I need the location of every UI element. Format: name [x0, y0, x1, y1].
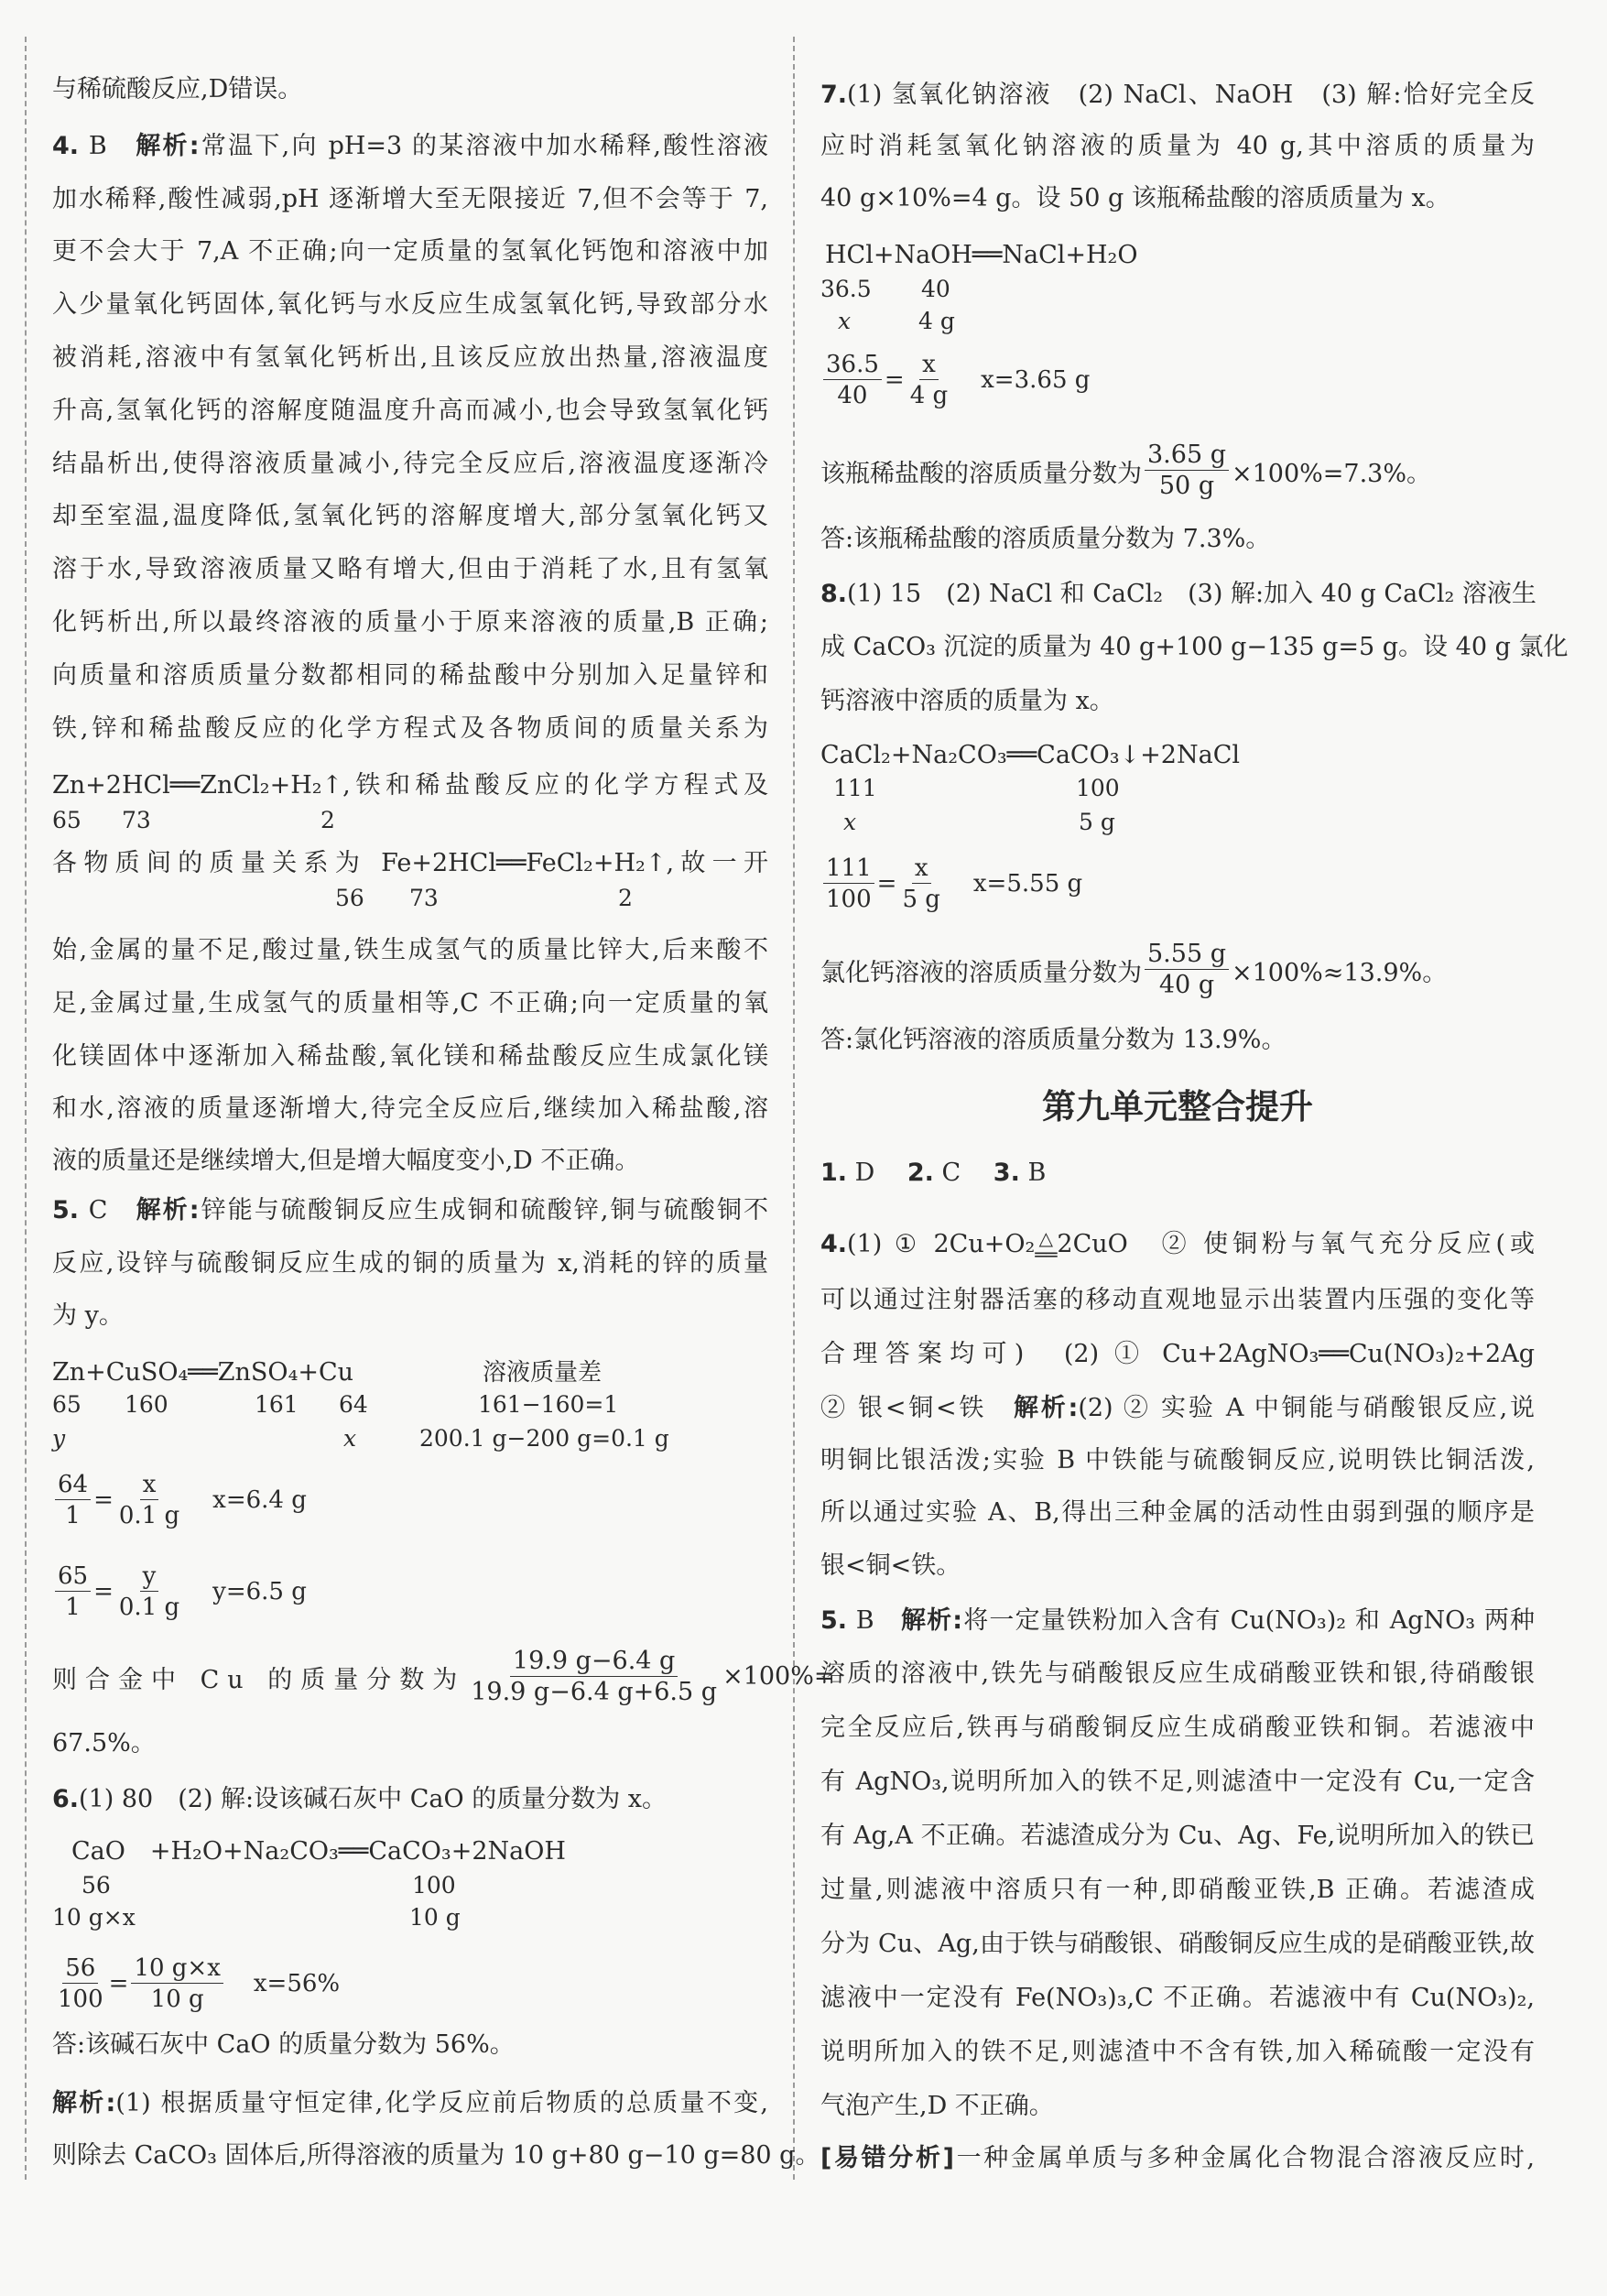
mass-value: 2: [320, 807, 335, 833]
text-line: 加水稀释,酸性减弱,pH 逐渐增大至无限接近 7,但不会等于 7,: [52, 185, 768, 213]
section-title: 第九单元整合提升: [1042, 1087, 1313, 1126]
mass-value: 73: [409, 885, 439, 911]
proportion-y: [52, 1555, 307, 1628]
text-line: 则除去 CaCO₃ 固体后,所得溶液的质量为 10 g+80 g−10 g=80 g。: [52, 2141, 820, 2170]
text-line: 化钙析出,所以最终溶液的质量小于原来溶液的质量,B 正确;: [52, 608, 768, 637]
question-6-header: [52, 1781, 768, 1818]
text: 2CuO ② 使铜粉与氧气充分反应(或: [1057, 1230, 1535, 1258]
numerator: x: [912, 854, 931, 884]
section-question-5-header: [820, 1603, 1535, 1639]
left-column: [52, 0, 835, 2198]
question-number: 5.: [52, 1196, 80, 1224]
answer: D: [854, 1159, 875, 1187]
answer-line: 答:该碱石灰中 CaO 的质量分数为 56%。: [52, 2030, 515, 2059]
question-number: 8.: [820, 580, 848, 608]
question-number: 3.: [993, 1159, 1020, 1187]
variable: x: [838, 308, 852, 334]
result: x=6.4 g: [212, 1486, 307, 1514]
text-line: 所以通过实验 A、B,得出三种金属的活动性由弱到强的顺序是: [820, 1498, 1535, 1527]
analysis-label: 解析:: [1013, 1394, 1079, 1422]
text-line: 溶于水,导致溶液质量又略有增大,但由于消耗了水,且有氢氧: [52, 555, 768, 583]
answer-line: 答:氯化钙溶液的溶质质量分数为 13.9%。: [820, 1026, 1287, 1054]
mass-value: 161−160=1: [478, 1391, 619, 1418]
denominator: 40 g: [1158, 970, 1215, 999]
numerator: 36.5: [823, 350, 882, 380]
mass-value: 160: [125, 1391, 168, 1418]
mass-value: 100: [412, 1872, 456, 1899]
text-line: 始,金属的量不足,酸过量,铁生成氢气的质量比锌大,后来酸不: [52, 936, 768, 964]
mass-value: 56: [335, 885, 364, 911]
mass-value: 161: [255, 1391, 299, 1418]
mass-value: 65: [52, 1391, 81, 1418]
text: 一种金属单质与多种金属化合物混合溶液反应时,: [953, 2144, 1535, 2172]
numerator: x: [140, 1470, 159, 1500]
question-number: 2.: [907, 1159, 934, 1187]
answer-line: 答:该瓶稀盐酸的溶质质量分数为 7.3%。: [820, 525, 1271, 553]
delta-icon: △: [1038, 1227, 1054, 1249]
text-line: 完全反应后,铁再与硝酸铜反应生成硝酸亚铁和铜。若滤液中: [820, 1714, 1535, 1742]
denominator: 1: [65, 1593, 81, 1621]
question-number: 1.: [820, 1159, 848, 1187]
denominator: 0.1 g: [118, 1501, 180, 1529]
numerator: 64: [55, 1470, 91, 1500]
numerator: 10 g×x: [131, 1953, 223, 1984]
text-line: 铁,锌和稀盐酸反应的化学方程式及各物质间的质量关系为: [52, 714, 768, 743]
mass-value: 10 g: [409, 1904, 461, 1931]
question-4-header: [52, 128, 768, 165]
question-number: 7.: [820, 81, 848, 109]
text: (2) ② 实验 A 中铜能与硝酸银反应,说: [1078, 1394, 1535, 1422]
text: ×100%=7.3%。: [1231, 459, 1432, 488]
equals: =: [876, 870, 897, 898]
proportion-hcl: [820, 343, 1090, 417]
text-line: 和水,溶液的质量逐渐增大,待完全反应后,继续加入稀盐酸,溶: [52, 1094, 768, 1123]
text-line: 反应,设锌与硫酸铜反应生成的铜的质量为 x,消耗的锌的质量: [52, 1249, 768, 1278]
text-line: 有 AgNO₃,说明所加入的铁不足,则滤渣中一定没有 Cu,一定含: [820, 1768, 1535, 1796]
equation-zn-cuso4: Zn+CuSO₄══ZnSO₄+Cu: [52, 1358, 354, 1387]
equals: =: [108, 1970, 129, 1997]
percentage-line: [820, 434, 1431, 507]
text-line: 足,金属过量,生成氢气的质量相等,C 不正确;向一定质量的氧: [52, 989, 768, 1017]
mass-value: 10 g×x: [52, 1904, 136, 1931]
multiple-choice-answers: [820, 1155, 1535, 1192]
analysis-label: 解析:: [136, 1196, 200, 1224]
mass-value: 200.1 g−200 g=0.1 g: [419, 1425, 669, 1452]
right-column: [820, 0, 1569, 2198]
text-line: 说明所加入的铁不足,则滤渣中不含有铁,加入稀硫酸一定没有: [820, 2038, 1535, 2066]
mass-value: 56: [81, 1872, 111, 1899]
text-line: 被消耗,溶液中有氢氧化钙析出,且该反应放出热量,溶液温度: [52, 343, 768, 372]
question-number: 5.: [820, 1606, 848, 1635]
mass-value: 100: [1076, 775, 1120, 801]
proportion-x: [52, 1464, 307, 1537]
numerator: x: [919, 350, 939, 380]
result: x=3.65 g: [981, 366, 1091, 394]
text: ×100%=: [722, 1661, 835, 1691]
mass-value: 65: [52, 807, 81, 833]
numerator: 111: [823, 854, 874, 884]
column-divider-dashed-line: [793, 37, 795, 2180]
text: ② 银<铜<铁: [820, 1394, 1014, 1422]
question-5-header: [52, 1192, 768, 1229]
text-line: 与稀硫酸反应,D错误。: [52, 75, 303, 103]
question-number: 4.: [820, 1230, 848, 1258]
analysis-line: [820, 1390, 1535, 1427]
text: (1) ① 2Cu+O₂: [847, 1230, 1036, 1258]
text-line: 过量,则滤液中溶质只有一种,即硝酸亚铁,B 正确。若滤渣成: [820, 1876, 1535, 1904]
denominator: 1: [65, 1501, 81, 1529]
section-question-4-header: [820, 1226, 1535, 1266]
equation-zn-hcl: Zn+2HCl══ZnCl₂+H₂↑,铁和稀盐酸反应的化学方程式及: [52, 771, 768, 800]
text-line: 向质量和溶质质量分数都相同的稀盐酸中分别加入足量锌和: [52, 661, 768, 690]
text-line: 液的质量还是继续增大,但是增大幅度变小,D 不正确。: [52, 1147, 640, 1175]
text-line: 为 y。: [52, 1301, 124, 1330]
text-line: 40 g×10%=4 g。设 50 g 该瓶稀盐酸的溶质质量为 x。: [820, 184, 1450, 212]
percentage-line: [820, 933, 1447, 1007]
equals: =: [93, 1486, 114, 1514]
numerator: 3.65 g: [1145, 441, 1229, 471]
analysis-label: 解析:: [900, 1606, 963, 1635]
text-line: 更不会大于 7,A 不正确;向一定质量的氢氧化钙饱和溶液中加: [52, 237, 768, 266]
text: ×100%≈13.9%。: [1231, 958, 1448, 987]
answer: C: [88, 1196, 108, 1224]
answer: C: [941, 1159, 961, 1187]
text-line: 银<铜<铁。: [820, 1551, 961, 1580]
text-line: 可以通过注射器活塞的移动直观地显示出装置内压强的变化等: [820, 1286, 1535, 1314]
text: 锌能与硫酸铜反应生成铜和硫酸锌,铜与硫酸铜不: [199, 1196, 768, 1224]
equation-fe-hcl: 各物质间的质量关系为 Fe+2HCl══FeCl₂+H₂↑,故一开: [52, 849, 768, 877]
mass-value: 2: [618, 885, 633, 911]
mass-value: 64: [339, 1391, 368, 1418]
text: (1) 15 (2) NaCl 和 CaCl₂ (3) 解:加入 40 g CaCl₂ 溶液生: [847, 580, 1536, 608]
result: x=56%: [253, 1970, 341, 1997]
denominator: 10 g: [150, 1985, 204, 2013]
left-margin-dashed-line: [25, 37, 27, 2180]
answer: B: [1027, 1159, 1047, 1187]
variable: y: [52, 1425, 66, 1452]
equals: =: [884, 366, 905, 394]
analysis-line: [52, 2085, 768, 2122]
result: x=5.55 g: [972, 870, 1083, 898]
text: 则合金中 Cu 的质量分数为: [52, 1665, 466, 1694]
proportion-cao: [52, 1947, 340, 2020]
question-7-header: [820, 77, 1535, 114]
text-line: 化镁固体中逐渐加入稀盐酸,氧化镁和稀盐酸反应生成氯化镁: [52, 1042, 768, 1071]
proportion-cacl2: [820, 847, 1082, 920]
text-line: 钙溶液中溶质的质量为 x。: [820, 687, 1114, 715]
error-analysis-label: [易错分析]: [820, 2144, 954, 2172]
text: 该瓶稀盐酸的溶质质量分数为: [820, 459, 1142, 488]
error-analysis-line: [820, 2140, 1535, 2177]
text-line: 入少量氧化钙固体,氧化钙与水反应生成氢氧化钙,导致部分水: [52, 290, 768, 319]
text-line: 合理答案均可) (2) ① Cu+2AgNO₃══Cu(NO₃)₂+2Ag: [820, 1340, 1535, 1368]
mass-value: 111: [833, 775, 877, 801]
text: 常温下,向 pH=3 的某溶液中加水稀释,酸性溶液: [199, 132, 768, 160]
numerator: 65: [55, 1561, 91, 1592]
text-line: 67.5%。: [52, 1729, 156, 1757]
text-line: 却至室温,温度降低,氢氧化钙的溶解度增大,部分氢氧化钙又: [52, 502, 768, 530]
text: (1) 根据质量守恒定律,化学反应前后物质的总质量不变,: [115, 2089, 768, 2117]
numerator: 19.9 g−6.4 g: [510, 1647, 678, 1677]
text-line: 应时消耗氢氧化钠溶液的质量为 40 g,其中溶质的质量为: [820, 132, 1535, 160]
analysis-label: 解析:: [52, 2089, 116, 2117]
question-number: 6.: [52, 1785, 80, 1813]
mass-value: 40: [921, 276, 950, 302]
variable: x: [843, 809, 857, 835]
text: (1) 氢氧化钠溶液 (2) NaCl、NaOH (3) 解:恰好完全反: [847, 81, 1535, 109]
denominator: 4 g: [909, 381, 949, 409]
denominator: 50 g: [1158, 471, 1215, 500]
heat-condition: △ ══: [1035, 1227, 1058, 1266]
question-number: 4.: [52, 132, 80, 160]
denominator: 5 g: [902, 885, 940, 913]
question-8-header: [820, 576, 1535, 613]
text-line: 成 CaCO₃ 沉淀的质量为 40 g+100 g−135 g=5 g。设 40 g 氯化: [820, 633, 1569, 661]
numerator: 5.55 g: [1145, 940, 1229, 970]
mass-value: 36.5: [820, 276, 872, 302]
denominator: 19.9 g−6.4 g+6.5 g: [471, 1677, 718, 1706]
denominator: 100: [826, 885, 872, 913]
answer: B: [88, 132, 107, 160]
numerator: y: [140, 1561, 159, 1592]
mass-value: 4 g: [918, 308, 955, 334]
text-line: 明铜比银活泼;实验 B 中铁能与硫酸铜反应,说明铁比铜活泼,: [820, 1446, 1535, 1474]
text: 将一定量铁粉加入含有 Cu(NO₃)₂ 和 AgNO₃ 两种: [962, 1606, 1536, 1635]
equation-cao: CaO +H₂O+Na₂CO₃══CaCO₃+2NaOH: [71, 1837, 566, 1866]
equation-note: 溶液质量差: [483, 1359, 603, 1387]
analysis-label: 解析:: [136, 132, 200, 160]
variable: x: [343, 1425, 357, 1452]
cu-fraction-line: [52, 1640, 835, 1714]
denominator: 100: [58, 1985, 103, 2013]
mass-value: 5 g: [1079, 809, 1115, 835]
result: y=6.5 g: [212, 1578, 307, 1605]
text: 氯化钙溶液的溶质质量分数为: [820, 958, 1142, 987]
text-line: 气泡产生,D 不正确。: [820, 2092, 1054, 2120]
text-line: 有 Ag,A 不正确。若滤渣成分为 Cu、Ag、Fe,说明所加入的铁已: [820, 1822, 1535, 1850]
equation-cacl2: CaCl₂+Na₂CO₃══CaCO₃↓+2NaCl: [820, 741, 1240, 769]
equals: =: [93, 1578, 114, 1605]
text-line: 升高,氢氧化钙的溶解度随温度升高而减小,也会导致氢氧化钙: [52, 397, 768, 425]
denominator: 40: [837, 381, 868, 409]
equation-hcl-naoh: HCl+NaOH══NaCl+H₂O: [825, 241, 1138, 269]
numerator: 56: [62, 1953, 98, 1984]
text-line: 分为 Cu、Ag,由于铁与硝酸银、硝酸铜反应生成的是硝酸亚铁,故: [820, 1930, 1535, 1958]
text-line: 溶质的溶液中,铁先与硝酸银反应生成硝酸亚铁和银,待硝酸银: [820, 1659, 1535, 1688]
answer: B: [855, 1606, 874, 1635]
mass-value: 73: [122, 807, 151, 833]
text: (1) 80 (2) 解:设该碱石灰中 CaO 的质量分数为 x。: [79, 1785, 668, 1813]
text-line: 滤液中一定没有 Fe(NO₃)₃,C 不正确。若滤液中有 Cu(NO₃)₂,: [820, 1984, 1535, 2012]
text-line: 结晶析出,使得溶液质量减小,待完全反应后,溶液温度逐渐冷: [52, 450, 768, 478]
denominator: 0.1 g: [118, 1593, 180, 1621]
